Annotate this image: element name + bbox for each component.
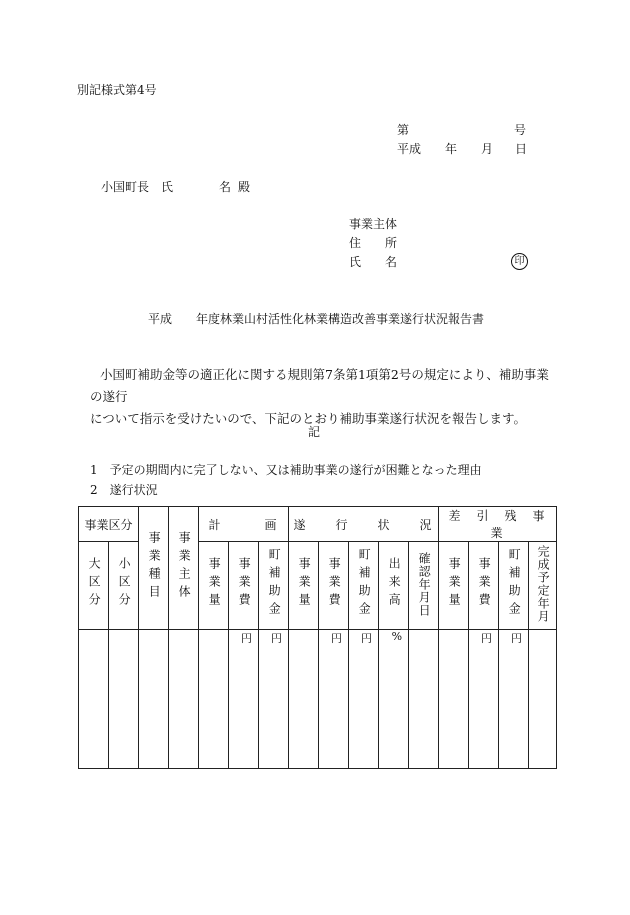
header-entity-text: 事業主体 [177, 530, 192, 603]
header-plan-cost [229, 542, 259, 630]
doc-number-suffix: 号 [514, 123, 527, 137]
header-prog-cost-text: 事業費 [327, 557, 342, 611]
header-large-category [79, 542, 109, 630]
report-title: 年度林業山村活性化林業構造改善事業遂行状況報告書 [196, 312, 485, 326]
header-category: 事業区分 [79, 507, 139, 542]
header-plan: 計 画 [199, 507, 289, 542]
seal-mark: 印 [511, 253, 528, 270]
body-paragraph [90, 364, 560, 430]
cell-rem-subsidy-unit: 円 [499, 630, 529, 769]
header-plan-cost-text: 事業費 [237, 557, 252, 611]
header-prog-subsidy-text: 町補助金 [357, 548, 372, 620]
item-2: 2 遂行状況 [90, 483, 158, 497]
date-era: 平成 [397, 142, 422, 156]
header-rem-qty [439, 542, 469, 630]
header-prog-qty [289, 542, 319, 630]
header-small-category [109, 542, 139, 630]
header-prog-date-text: 確認年月日 [417, 551, 432, 617]
title-era: 平成 [148, 312, 173, 326]
header-progress: 遂 行 状 況 [289, 507, 439, 542]
header-rem-cost-text: 事業費 [477, 557, 492, 611]
cell-rem-date [529, 630, 557, 769]
header-entity [169, 507, 199, 630]
applicant-name-label: 氏 名 [349, 255, 398, 269]
form-label: 別記様式第4号 [77, 83, 157, 97]
cell-plan-subsidy-unit: 円 [259, 630, 289, 769]
applicant-entity-label: 事業主体 [349, 217, 398, 231]
header-plan-qty-text: 事業量 [207, 557, 222, 611]
date-year-label: 年 [445, 142, 458, 156]
addressee-name: 小国町長 氏 [101, 180, 174, 194]
header-prog-date [409, 542, 439, 630]
header-rem-subsidy-text: 町補助金 [507, 548, 522, 620]
cell-plan-cost-unit: 円 [229, 630, 259, 769]
cell-prog-qty [289, 630, 319, 769]
cell-entity [169, 630, 199, 769]
header-prog-qty-text: 事業量 [297, 557, 312, 611]
cell-prog-rate-unit: % [379, 630, 409, 769]
cell-prog-date [409, 630, 439, 769]
header-plan-subsidy-text: 町補助金 [267, 548, 282, 620]
header-prog-rate [379, 542, 409, 630]
header-rem-qty-text: 事業量 [447, 557, 462, 611]
body-line-2: について指示を受けたいので、下記のとおり補助事業遂行状況を報告します。 [90, 411, 527, 426]
header-kind-text: 事業種目 [147, 530, 162, 603]
addressee-honorific: 殿 [238, 180, 251, 194]
cell-rem-cost-unit: 円 [469, 630, 499, 769]
cell-prog-subsidy-unit: 円 [349, 630, 379, 769]
cell-large-category [79, 630, 109, 769]
header-rem-subsidy [499, 542, 529, 630]
header-plan-qty [199, 542, 229, 630]
header-large-category-text: 大区分 [87, 557, 102, 611]
header-rem-date-text: 完成予定年月 [536, 545, 551, 623]
addressee-mei: 名 [219, 180, 232, 194]
header-small-category-text: 小区分 [117, 557, 132, 611]
body-line-1: 小国町補助金等の適正化に関する規則第7条第1項第2号の規定により、補助事業の遂行 [90, 367, 549, 404]
cell-small-category [109, 630, 139, 769]
header-remaining: 差 引 残 事 業 [439, 507, 557, 542]
date-day-label: 日 [515, 142, 528, 156]
applicant-address-label: 住 所 [349, 236, 398, 250]
header-rem-date [529, 542, 557, 630]
cell-rem-qty [439, 630, 469, 769]
item-1: 1 予定の期間内に完了しない、又は補助事業の遂行が困難となった理由 [90, 463, 482, 477]
ki-heading: 記 [308, 425, 321, 439]
date-month-label: 月 [481, 142, 494, 156]
header-prog-rate-text: 出来高 [387, 557, 402, 611]
cell-prog-cost-unit: 円 [319, 630, 349, 769]
progress-table [78, 506, 561, 769]
header-kind [139, 507, 169, 630]
header-plan-subsidy [259, 542, 289, 630]
header-prog-subsidy [349, 542, 379, 630]
cell-plan-qty [199, 630, 229, 769]
header-prog-cost [319, 542, 349, 630]
doc-number-prefix: 第 [397, 123, 410, 137]
table-row [79, 630, 557, 769]
header-rem-cost [469, 542, 499, 630]
cell-kind [139, 630, 169, 769]
